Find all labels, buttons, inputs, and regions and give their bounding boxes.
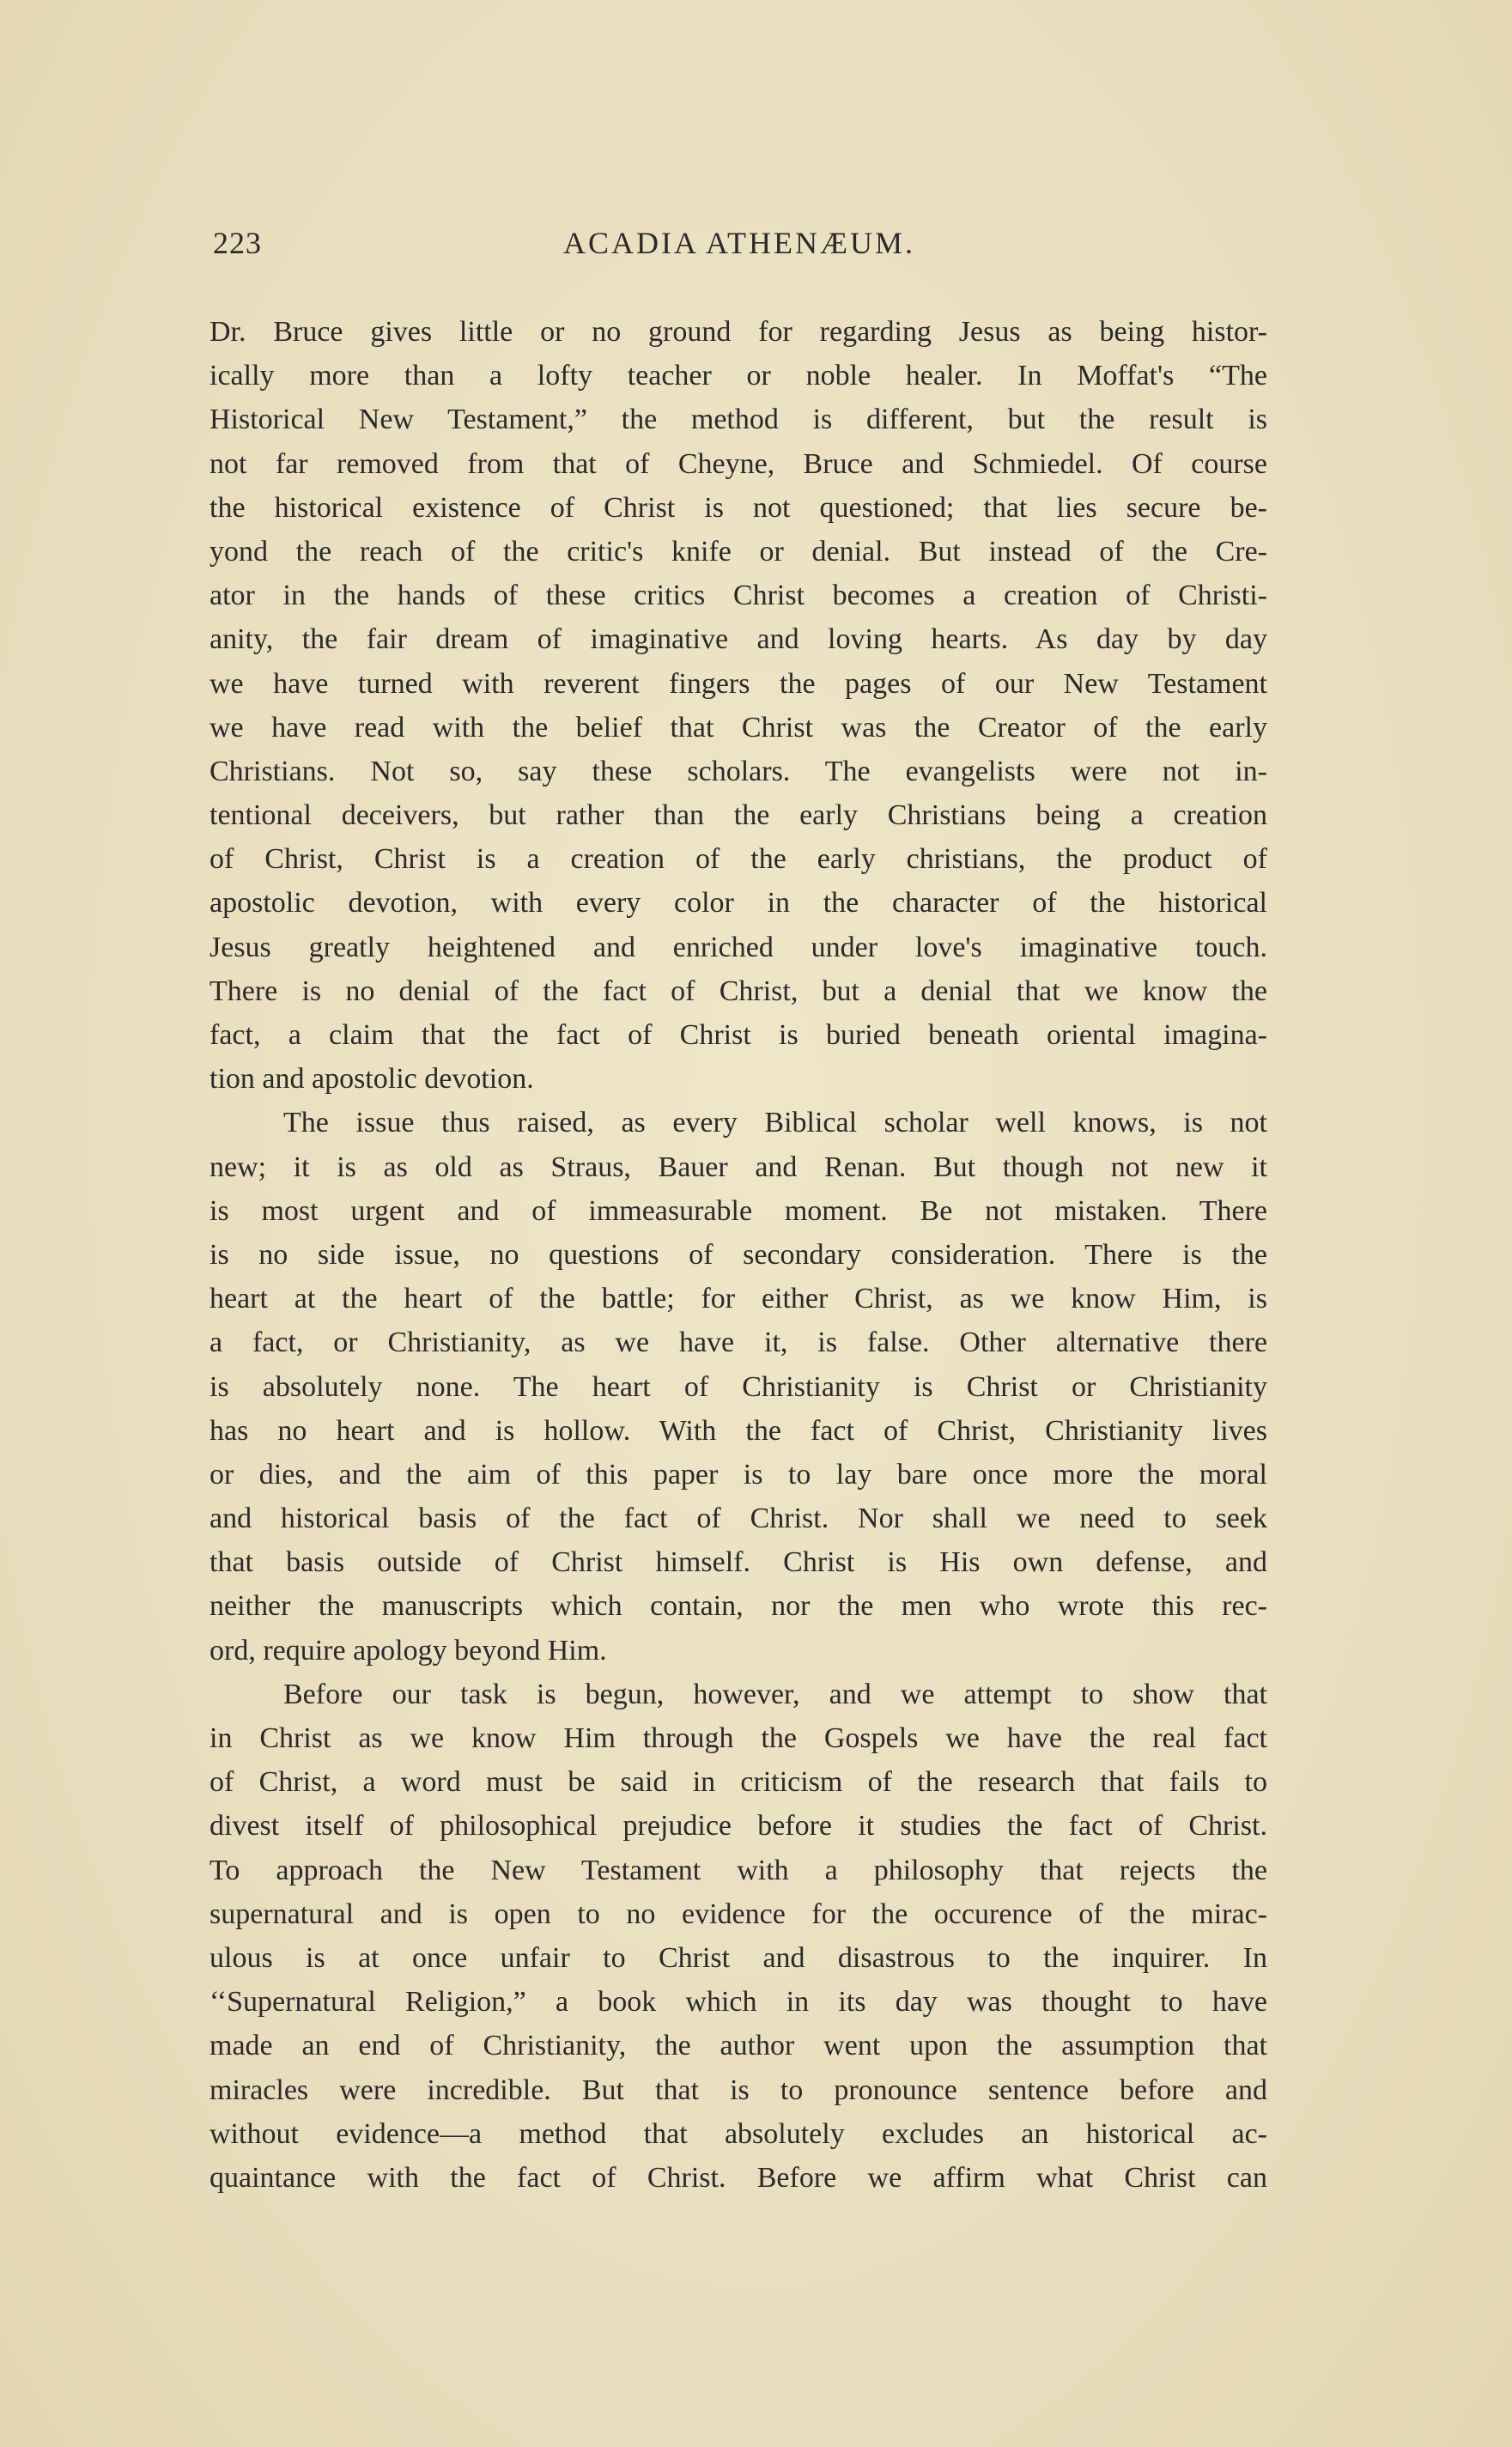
text-line: Historical New Testament,” the method is different, but the result is (209, 404, 1267, 436)
paragraph (209, 1101, 1267, 1672)
text-line: ‘‘Supernatural Religion,” a book which in its day was thought to have (209, 1986, 1267, 2019)
text-line: Jesus greatly heightened and enriched under love's imaginative touch. (209, 931, 1267, 963)
text-line: yond the reach of the critic's knife or denial. But instead of the Cre- (209, 535, 1267, 568)
text-line: The issue thus raised, as every Biblical scholar well knows, is not (283, 1107, 1267, 1139)
text-line: is most urgent and of immeasurable moment. Be not mistaken. There (209, 1194, 1267, 1227)
text-line: To approach the New Testament with a philosophy that rejects the (209, 1854, 1267, 1886)
page-number: 223 (213, 226, 262, 260)
text-line: miracles were incredible. But that is to pronounce sentence before and (209, 2074, 1267, 2106)
text-line: tentional deceivers, but rather than the early Christians being a creation (209, 799, 1267, 832)
paragraph (209, 1673, 1267, 2200)
text-line: supernatural and is open to no evidence for the occurence of the mirac- (209, 1897, 1267, 1930)
text-line: of Christ, a word must be said in criticism of the research that fails to (209, 1766, 1267, 1799)
text-line: the historical existence of Christ is not questioned; that lies secure be- (209, 491, 1267, 524)
text-line: without evidence—a method that absolutely excludes an historical ac- (209, 2117, 1267, 2150)
text-line: Dr. Bruce gives little or no ground for regarding Jesus as being histor- (209, 316, 1267, 348)
text-line: a fact, or Christianity, as we have it, is false. Other alternative there (209, 1327, 1267, 1359)
text-line: neither the manuscripts which contain, nor the men who wrote this rec- (209, 1590, 1267, 1623)
text-line: apostolic devotion, with every color in the character of the historical (209, 887, 1267, 920)
text-line: anity, the fair dream of imaginative and loving hearts. As day by day (209, 623, 1267, 656)
text-line: ord, require apology beyond Him. (209, 1634, 607, 1667)
text-line: Christians. Not so, say these scholars. The evangelists were not in- (209, 755, 1267, 787)
page-header (213, 225, 1266, 266)
text-line: has no heart and is hollow. With the fact of Christ, Christianity lives (209, 1414, 1267, 1447)
text-line: fact, a claim that the fact of Christ is buried beneath oriental imagina- (209, 1019, 1267, 1051)
text-line: There is no denial of the fact of Christ, but a denial that we know the (209, 975, 1267, 1007)
text-line: divest itself of philosophical prejudice before it studies the fact of Christ. (209, 1810, 1267, 1843)
text-line: is absolutely none. The heart of Christianity is Christ or Christianity (209, 1370, 1267, 1403)
text-line: is no side issue, no questions of secondary consideration. There is the (209, 1238, 1267, 1271)
text-line: tion and apostolic devotion. (209, 1063, 534, 1096)
text-line: we have read with the belief that Christ was the Creator of the early (209, 711, 1267, 744)
running-title: ACADIA ATHENÆUM. (562, 226, 916, 260)
text-line: ulous is at once unfair to Christ and disastrous to the inquirer. In (209, 1941, 1267, 1974)
text-line: ically more than a lofty teacher or noble healer. In Moffat's “The (209, 360, 1267, 392)
paragraph (209, 310, 1267, 1101)
text-line: or dies, and the aim of this paper is to lay bare once more the moral (209, 1458, 1267, 1491)
text-line: of Christ, Christ is a creation of the early christians, the product of (209, 843, 1267, 876)
text-line: ator in the hands of these critics Christ becomes a creation of Christi- (209, 580, 1267, 612)
text-line: quaintance with the fact of Christ. Before we affirm what Christ can (209, 2161, 1267, 2194)
text-line: Before our task is begun, however, and we attempt to show that (283, 1678, 1267, 1710)
text-line: that basis outside of Christ himself. Christ is His own defense, and (209, 1546, 1267, 1579)
text-line: we have turned with reverent fingers the pages of our New Testament (209, 667, 1267, 700)
text-line: in Christ as we know Him through the Gospels we have the real fact (209, 1722, 1267, 1754)
text-line: and historical basis of the fact of Christ. Nor shall we need to seek (209, 1503, 1267, 1535)
text-line: heart at the heart of the battle; for either Christ, as we know Him, is (209, 1283, 1267, 1315)
article-body (209, 310, 1267, 2200)
text-line: not far removed from that of Cheyne, Bruce and Schmiedel. Of course (209, 447, 1267, 480)
text-line: made an end of Christianity, the author went upon the assumption that (209, 2030, 1267, 2062)
text-line: new; it is as old as Straus, Bauer and Renan. But though not new it (209, 1151, 1267, 1183)
